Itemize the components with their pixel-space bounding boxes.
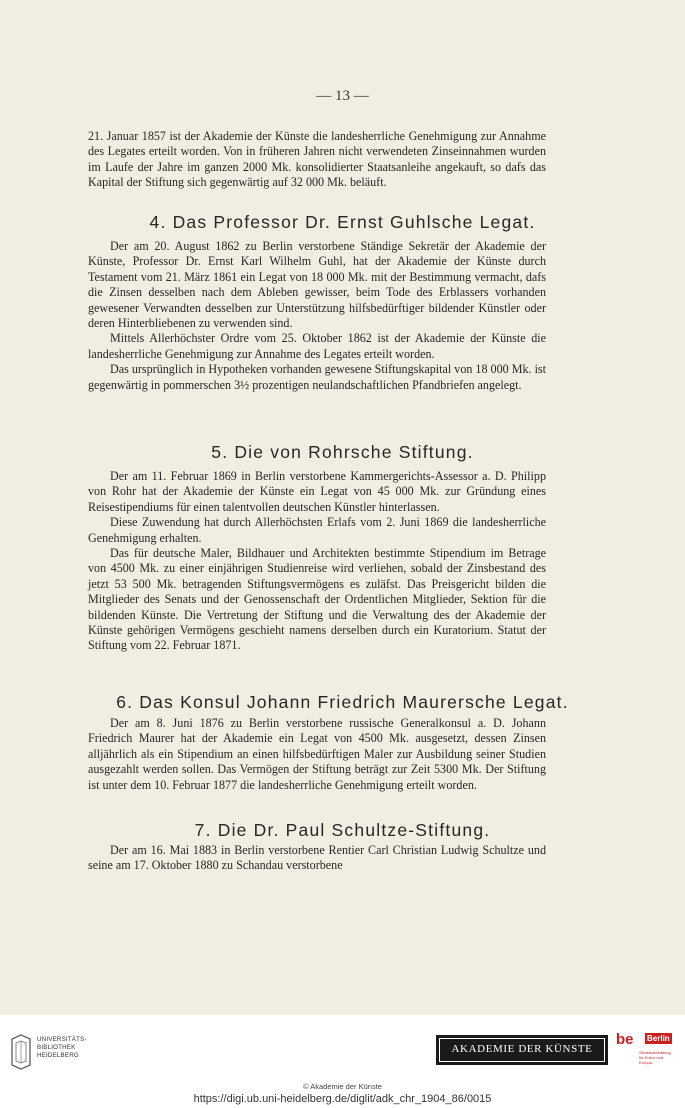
- ub-seal-icon: [8, 1033, 34, 1071]
- paragraph: Diese Zuwendung hat durch Allerhöchsten Erlafs vom 2. Juni 1869 die landesherrliche Genehmigung erhalten.: [88, 515, 546, 545]
- section-5-body: [88, 469, 546, 654]
- senate-text: Senatsverwaltung für Kultur und Europa: [639, 1050, 671, 1065]
- paragraph: Der am 11. Februar 1869 in Berlin verstorbene Kammergerichts-Assessor a. D. Philipp von Rohr hat der Akademie der Künste ein Legat von 45 000 Mk. zur Gründung eines Reisestipendiums für einen talentvollen deutschen Künstler hinterlassen.: [88, 469, 546, 514]
- paragraph: 21. Januar 1857 ist der Akademie der Künste die landesherrliche Genehmigung zur Annahme des Legates erteilt worden. Von in früheren Jahren nicht verwendeten Zinseinnahmen wurden im Laufe der Jahre im ganzen 2000 Mk. konsolidierter Staatsanleihe angekauft, so dafs das Kapital der Stiftung sich gegenwärtig auf 32 000 Mk. beläuft.: [88, 129, 546, 190]
- section-heading-7: 7. Die Dr. Paul Schultze-Stiftung.: [194, 820, 491, 840]
- paragraph: Der am 8. Juni 1876 zu Berlin verstorbene russische Generalkonsul a. D. Johann Friedrich Maurer hat der Akademie ein Legat von 4500 Mk. ausgesetzt, dessen Zinsen alljährlich als ein Stipendium an einen hilfsbedürftigen Maler zur Ausbildung seiner Studien ausgezahlt werden sollen. Das Vermögen der Stiftung beträgt zur Zeit 5300 Mk. Der Stiftung ist unter dem 10. Februar 1877 die landesherrliche Genehmigung erteilt worden.: [88, 716, 546, 792]
- paragraph: Der am 20. August 1862 zu Berlin verstorbene Ständige Sekretär der Akademie der Künste, Professor Dr. Ernst Karl Wilhelm Guhl, hat der Akademie der Künste durch Testament vom 21. März 1861 ein Legat von 18 000 Mk. mit der Bestimmung vermacht, dafs die Zinsen desselben nach dem Ableben gewisser, beim Tode des Erblassers vorhanden gewesener Verwandten desselben zur Unterstützung hilfsbedürftiger bildender Künstler oder deren Hinterbliebenen zu verwenden sind.: [88, 239, 546, 331]
- berlin-badge: Berlin: [647, 1034, 670, 1043]
- section-6-body: [88, 716, 546, 793]
- section-heading-4: 4. Das Professor Dr. Ernst Guhlsche Legat.: [149, 212, 536, 232]
- page-number: — 13 —: [316, 88, 369, 104]
- source-url[interactable]: https://digi.ub.uni-heidelberg.de/diglit/adk_chr_1904_86/0015: [193, 1093, 492, 1105]
- section-7-body: [88, 843, 546, 874]
- copyright-notice: © Akademie der Künste: [303, 1082, 382, 1091]
- section-4-body: [88, 239, 546, 393]
- ub-logo-text: [37, 1036, 87, 1060]
- paragraph: Der am 16. Mai 1883 in Berlin verstorbene Rentier Carl Christian Ludwig Schultze und seine am 17. Oktober 1880 zu Schandau verstorbene: [88, 843, 546, 873]
- ub-logo-line: UNIVERSITÄTS- BIBLIOTHEK HEIDELBERG: [37, 1036, 87, 1059]
- be-logo-text: be: [616, 1031, 634, 1048]
- adk-logo[interactable]: [436, 1035, 608, 1065]
- be-berlin-logo[interactable]: [616, 1031, 676, 1071]
- paragraph: Das ursprünglich in Hypotheken vorhanden gewesene Stiftungskapital von 18 000 Mk. ist gegenwärtig in pommerschen 3½ prozentigen neulandschaftlichen Pfandbriefen angelegt.: [88, 362, 546, 392]
- adk-logo-label: AKADEMIE DER KÜNSTE: [439, 1038, 605, 1062]
- paragraph: Das für deutsche Maler, Bildhauer und Architekten bestimmte Stipendium im Betrage von 4500 Mk. zu einer einjährigen Studienreise wird verliehen, sobald der Zinsbestand des jetzt 53 500 Mk. betragenden Stiftungsvermögens es zuläfst. Das Preisgericht bilden die Mitglieder des Senats und der Genossenschaft der Ordentlichen Mitglieder, Sektion für die bildenden Künste. Die Vertretung der Stiftung und die Verwaltung des der Akademie der Künste gehörigen Vermögens geschieht namens derselben durch ein Kuratorium. Statut der Stiftung vom 22. Februar 1871.: [88, 546, 546, 653]
- section-heading-6: 6. Das Konsul Johann Friedrich Maurersche Legat.: [116, 692, 569, 712]
- paragraph-block-1: [88, 129, 546, 191]
- paragraph: Mittels Allerhöchster Ordre vom 25. Oktober 1862 ist der Akademie der Künste die landesherrliche Genehmigung zur Annahme des Legates erteilt worden.: [88, 331, 546, 361]
- section-heading-5: 5. Die von Rohrsche Stiftung.: [211, 442, 474, 462]
